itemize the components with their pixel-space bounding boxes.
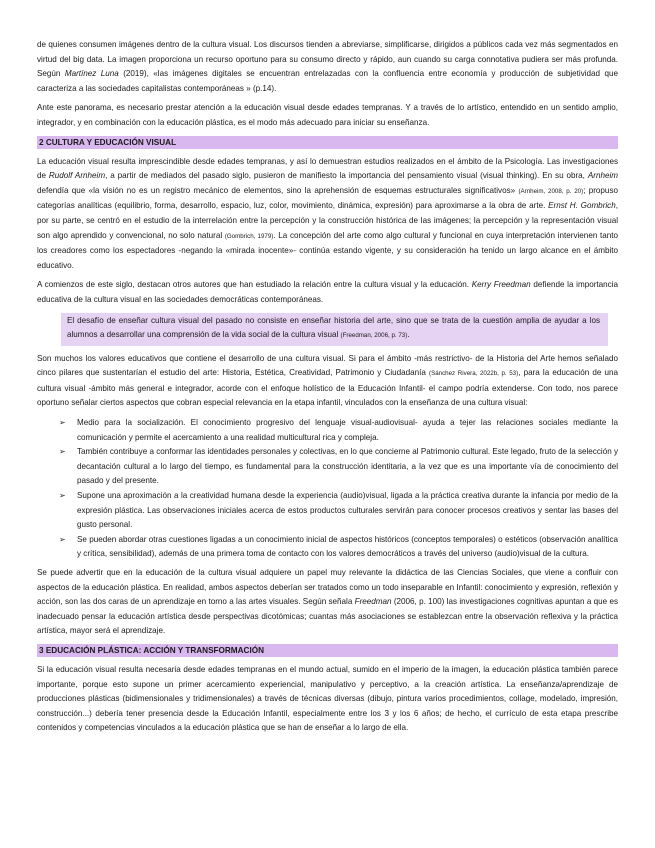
list-item: ➢ Se pueden abordar otras cuestiones ligadas a un conocimiento inicial de aspectos históricos (conceptos temporales) o estéticos (observación analítica y crítica, sensibilidad), además de una primera toma de contacto con los valores democráticos a través del universo (audio)visual de la cultura. bbox=[59, 534, 618, 559]
arrow-bullet-icon: ➢ bbox=[59, 491, 66, 501]
bullet-list bbox=[37, 416, 618, 562]
paragraph-intro-cont: de quienes consumen imágenes dentro de la cultura visual. Los discursos tienden a abreviarse, simplificarse, dirigidos a públicos cada vez más segmentados en virtud del big data. La imagen proporciona un recurso oportuno para su consumo directo y rápido, aun cuando su carga connotativa pudiera ser más profunda. Según Martínez Luna (2019), «las imágenes digitales se encuentran entrelazadas con la confluencia entre economía y producción de subjetividad que caracteriza a las sociedades capitalistas contemporáneas » (p.14). bbox=[37, 40, 618, 93]
list-item: ➢ Supone una aproximación a la creatividad humana desde la experiencia (audio)visual, ligada a la práctica creativa durante la infancia por medio de la expresión plástica. Las observaciones iniciales acerca de estos productos culturales servirán para conocer procesos creativos y sentar las bases del gusto personal. bbox=[59, 491, 618, 530]
paragraph-social-sciences: Se puede advertir que en la educación de la cultura visual adquiere un papel muy relevante la didáctica de las Ciencias Sociales, que viene a confluir con aspectos de la educación plástica. En realidad, ambos aspectos deberían ser tratados como un todo inseparable en Infantil: conocimiento y expresión, reflexión y acción, son las dos caras de un aprendizaje en torno a las artes visuales. Según señala Freedman (2006, p. 100) las investigaciones cognitivas apuntan a que es inadecuado pensar la educación artística desde perspectivas dicotómicas; cuantas más asociaciones se establezcan entre la observación reflexiva y la práctica artística, mayor será el aprendizaje. bbox=[37, 568, 618, 636]
section-heading-2: 2 CULTURA Y EDUCACIÓN VISUAL bbox=[37, 136, 618, 149]
paragraph-freedman: A comienzos de este siglo, destacan otros autores que han estudiado la relación entre la cultura visual y la educación. Kerry Freedman defiende la importancia educativa de la cultura visual en las sociedades democráticas contemporáneas. bbox=[37, 280, 618, 304]
arrow-bullet-icon: ➢ bbox=[59, 534, 66, 544]
arrow-bullet-icon: ➢ bbox=[59, 447, 66, 457]
document-page bbox=[37, 38, 618, 741]
paragraph-values: Son muchos los valores educativos que contiene el desarrollo de una cultura visual. Si para el ámbito -más restrictivo- de la Historia del Arte hemos señalado cinco pilares que sustentarían el estudio del arte: Historia, Estética, Creatividad, Patrimonio y Ciudadanía (Sánchez Rivera, 2022b, p. 53), para la educación de una cultura visual -ámbito más general e integrador, acorde con el enfoque holístico de la Educación Infantil- el campo podría extenderse. Con todo, nos parece oportuno señalar ciertos aspectos que cobran especial relevancia en la etapa infantil, vinculados con la enseñanza de una cultura visual: bbox=[37, 353, 618, 408]
block-quote: El desafío de enseñar cultura visual del pasado no consiste en enseñar historia del arte, sino que se trata de la cuestión amplia de ayudar a los alumnos a desarrollar una comprensión de la vida social de la cultura visual (Freedman, 2006, p. 73). bbox=[61, 313, 608, 346]
paragraph-panorama: Ante este panorama, es necesario prestar atención a la educación visual desde edades tempranas. Y a través de lo artístico, entendido en un sentido amplio, integrador, y en combinación con la educación plástica, es el modo más adecuado para iniciar su enseñanza. bbox=[37, 103, 618, 127]
paragraph-arnheim: La educación visual resulta imprescindible desde edades tempranas, y así lo demuestran estudios realizados en el ámbito de la Psicología. Las investigaciones de Rudolf Arnheim, a partir de mediados del pasado siglo, pusieron de manifiesto la importancia del pensamiento visual (visual thinking). En su obra, Arnheim defendía que «la visión no es un registro mecánico de elementos, sino la aprehensión de esquemas estructurales significativos» (Arnheim, 2008, p. 20); propuso categorías analíticas (equilibrio, forma, desarrollo, espacio, luz, color, movimiento, dinámica, expresión) para aproximarse a la obra de arte. Ernst H. Gombrich, por su parte, se centró en el estudio de la interrelación entre la percepción y la construcción histórica de las imágenes; la percepción y la representación visual son algo aprendido y convencional, no solo natural (Gombrich, 1979). La concepción del arte como algo cultural y funcional en cuya interpretación intervienen tanto los creadores como los espectadores -negando la «mirada inocente»- continúa estando vigente, y su consideración ha tenido un largo alcance en el ámbito educativo. bbox=[37, 156, 618, 270]
list-item: ➢ También contribuye a conformar las identidades personales y colectivas, en lo que concierne al Patrimonio cultural. Este legado, fruto de la selección y decantación cultural a lo largo del tiempo, es fundamental para la construcción identitaria, a la vez que es una importante vía de conocimiento del pasado y del presente. bbox=[59, 447, 618, 486]
arrow-bullet-icon: ➢ bbox=[59, 418, 66, 428]
paragraph-plastic-education: Si la educación visual resulta necesaria desde edades tempranas en el mundo actual, sumido en el imperio de la imagen, la educación plástica también parece importante, porque esto supone un primer acercamiento experiencial, manipulativo y perceptivo, a la creación artística. La enseñanza/aprendizaje de producciones plásticas (bidimensionales y tridimensionales) a través de técnicas diversas (dibujo, pintura varios procedimientos, collage, modelado, impresión, construcción...) debería tener presencia desde la Educación Infantil, especialmente entre los 3 y los 6 años; de hecho, el currículo de esta etapa prescribe contenidos y competencias vinculados a la educación plástica que se han de enseñar a lo largo de ella. bbox=[37, 664, 618, 733]
list-item: ➢ Medio para la socialización. El conocimiento progresivo del lenguaje visual-audiovisual- ayuda a tejer las relaciones sociales mediante la comunicación y permite el acercamiento a una realidad multicultural rica y compleja. bbox=[59, 418, 618, 442]
section-heading-3: 3 EDUCACIÓN PLÁSTICA: ACCIÓN Y TRANSFORMACIÓN bbox=[37, 644, 618, 657]
